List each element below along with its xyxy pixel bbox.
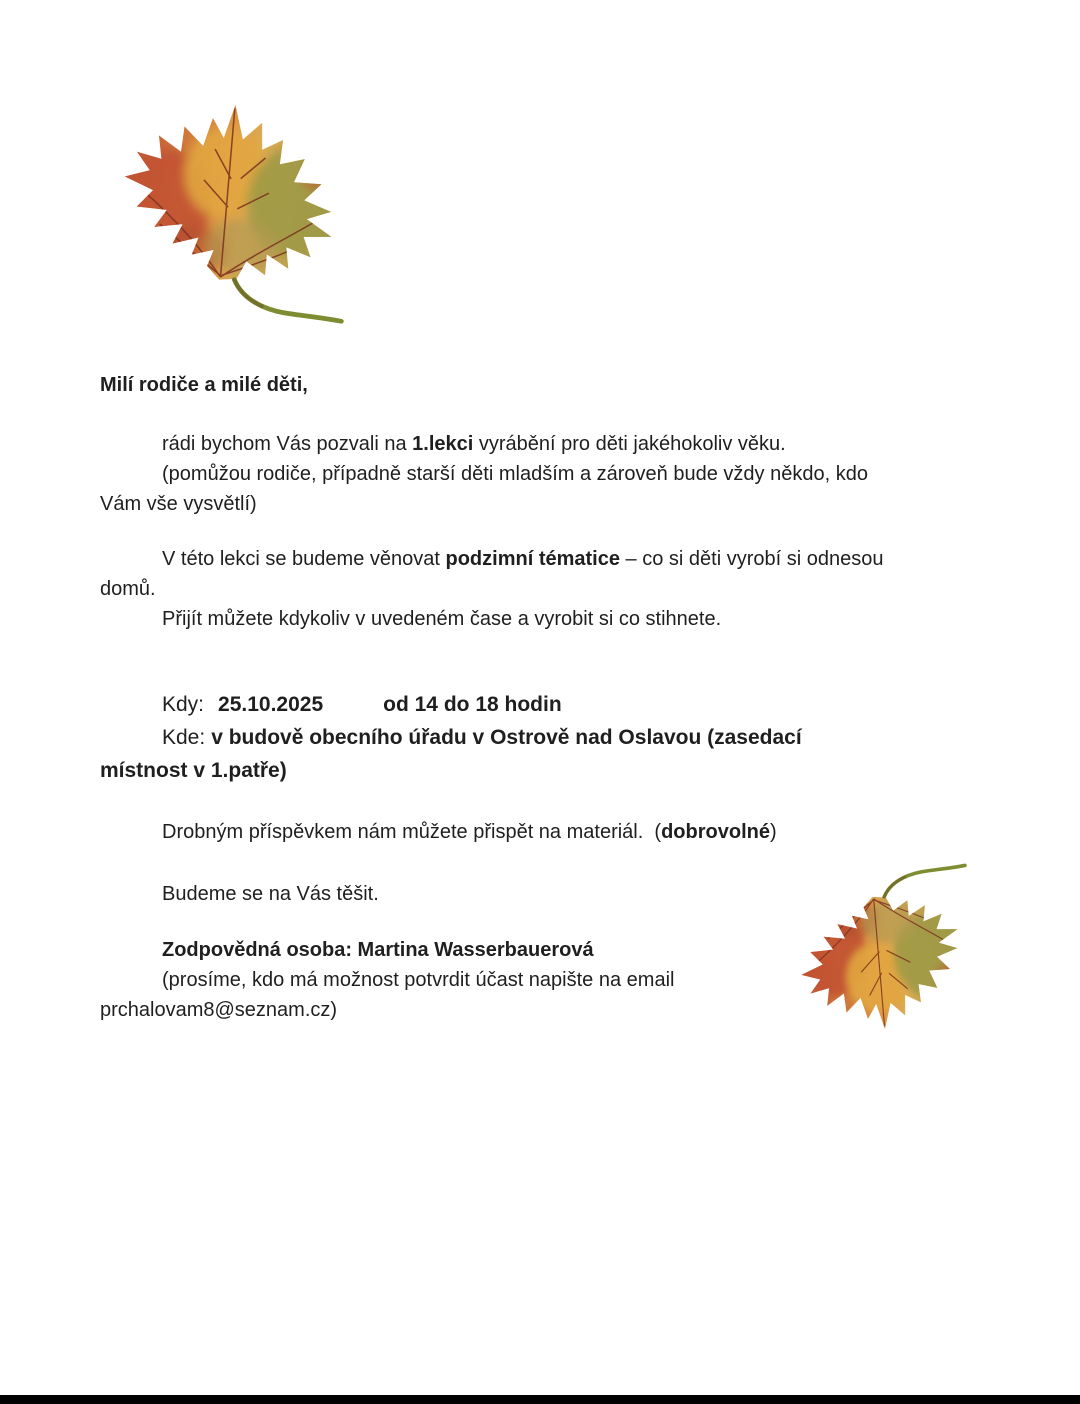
theme-paragraph	[100, 544, 1000, 634]
text-segment: )	[769, 821, 777, 843]
intro-line-1	[100, 429, 1000, 459]
where-line-1	[100, 721, 1000, 754]
theme-line-2: domů.	[100, 578, 156, 600]
maple-leaf-image-top-left	[108, 94, 355, 326]
responsible-person-line: Zodpovědná osoba: Martina Wasserbauerová	[162, 939, 594, 961]
event-time: od 14 do 18 hodin	[383, 693, 562, 716]
intro-line-2: (pomůžou rodiče, případně starší děti mladším a zároveň bude vždy někdo, kdo	[162, 463, 868, 485]
rsvp-line-1: (prosíme, kdo má možnost potvrdit účast napište na email	[162, 969, 675, 991]
closing-line: Budeme se na Vás těšit.	[162, 883, 379, 905]
intro-line-3: Vám vše vysvětlí)	[100, 493, 257, 515]
where-label: Kde:	[162, 726, 206, 749]
responsible-block	[100, 935, 1000, 1025]
text-segment: rádi bychom Vás pozvali na	[162, 433, 413, 455]
screen-edge-bar	[0, 1395, 1080, 1404]
text-segment: Drobným příspěvkem nám můžete přispět na materiál. (	[162, 821, 662, 843]
text-segment: – co si děti vyrobí si odnesou	[619, 548, 884, 570]
rsvp-email-line: prchalovam8@seznam.cz)	[100, 999, 338, 1021]
text-segment-bold: 1.lekci	[412, 433, 474, 455]
where-line-2: místnost v 1.patře)	[100, 759, 287, 782]
event-date: 25.10.2025	[218, 693, 324, 716]
text-segment: V této lekci se budeme věnovat	[162, 548, 446, 570]
when-line	[100, 688, 1000, 721]
when-label: Kdy:	[162, 693, 205, 716]
closing-block	[100, 879, 1000, 909]
greeting-block	[100, 370, 1000, 400]
contribution-block	[100, 817, 1000, 847]
greeting-text: Milí rodiče a milé děti,	[100, 374, 308, 396]
intro-paragraph	[100, 429, 1000, 519]
theme-line-1	[100, 544, 1000, 574]
contribution-line	[100, 817, 1000, 847]
text-segment-bold: dobrovolné	[661, 821, 770, 843]
theme-line-3: Přijít můžete kdykoliv v uvedeném čase a vyrobit si co stihnete.	[162, 608, 722, 630]
text-segment-bold: podzimní tématice	[445, 548, 620, 570]
event-location: v budově obecního úřadu v Ostrově nad Oslavou (zasedací	[211, 726, 802, 749]
when-where-block	[100, 688, 1000, 787]
text-segment: vyrábění pro děti jakéhokoliv věku.	[473, 433, 786, 455]
